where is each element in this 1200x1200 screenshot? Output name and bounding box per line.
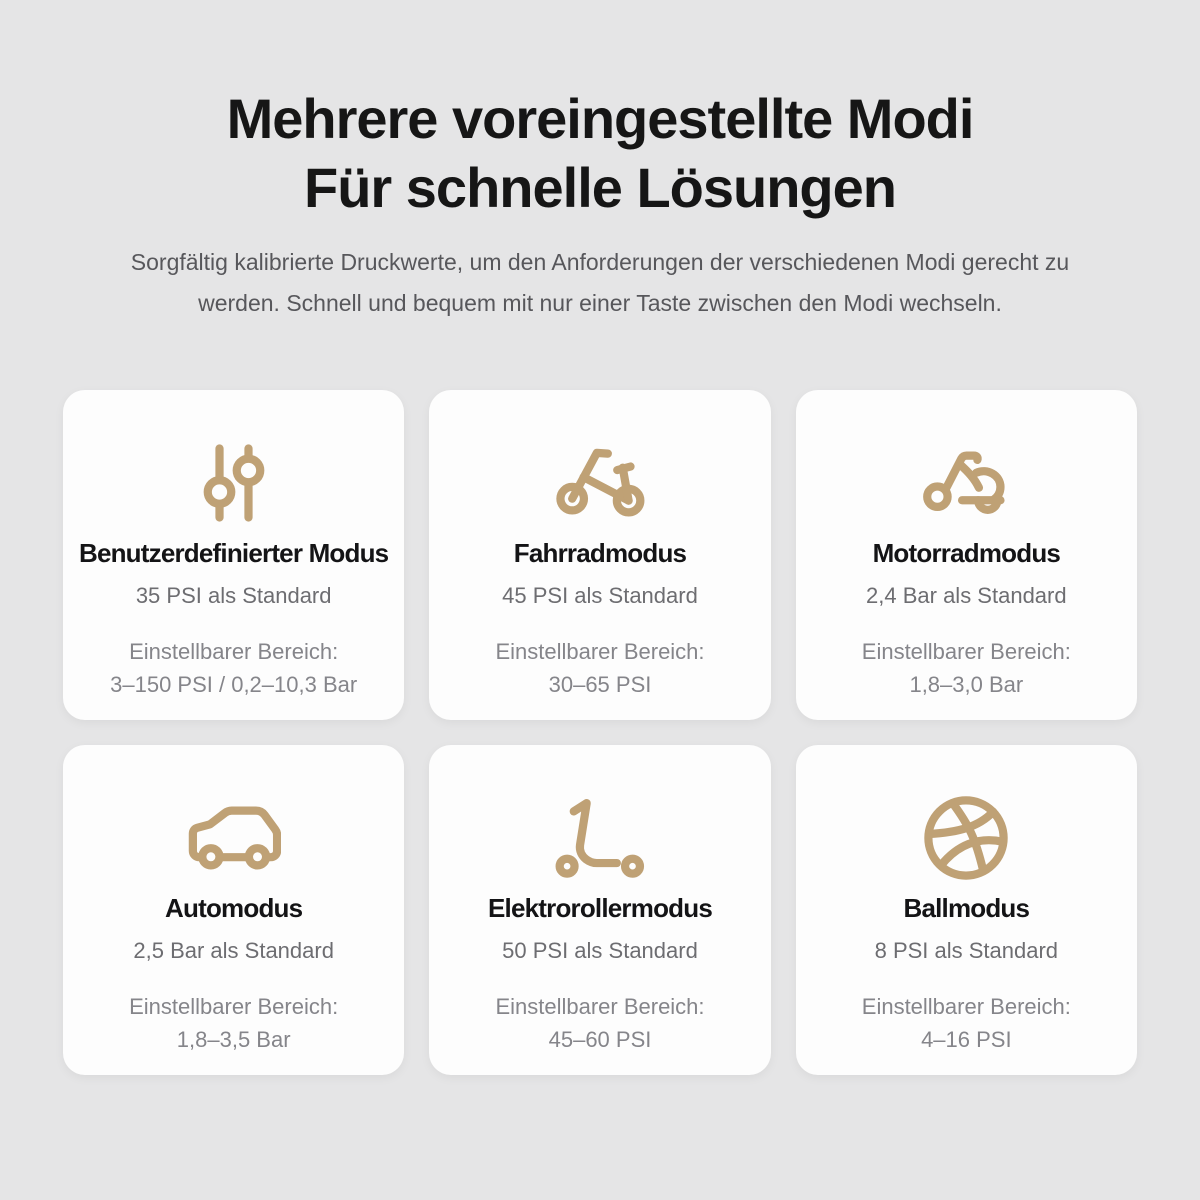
- mode-card: [796, 390, 1137, 720]
- scooter-icon: [429, 789, 770, 887]
- page-title-line2: Für schnelle Lösungen: [304, 156, 896, 219]
- mode-standard-pressure: 35 PSI als Standard: [135, 583, 332, 608]
- mode-title: Automodus: [165, 893, 303, 923]
- page-title: [0, 0, 1200, 222]
- mode-standard-pressure: 2,5 Bar als Standard: [133, 938, 334, 963]
- mode-range-value: 30–65 PSI: [548, 672, 652, 697]
- mode-range-value: 45–60 PSI: [548, 1027, 652, 1052]
- mode-range-label: Einstellbarer Bereich:: [861, 994, 1071, 1019]
- mode-range-value: 4–16 PSI: [921, 1027, 1012, 1052]
- sliders-icon: [63, 434, 404, 532]
- mode-range-label: Einstellbarer Bereich:: [129, 639, 339, 664]
- mode-standard-pressure: 8 PSI als Standard: [874, 938, 1059, 963]
- mode-range-value: 1,8–3,5 Bar: [176, 1027, 291, 1052]
- mode-title: Benutzerdefinierter Modus: [78, 538, 389, 568]
- mode-card: [63, 390, 404, 720]
- basketball-icon: [796, 789, 1137, 887]
- mode-range-label: Einstellbarer Bereich:: [129, 994, 339, 1019]
- mode-grid: [63, 390, 1137, 1075]
- page-subtitle: [64, 242, 1136, 324]
- mode-range-label: Einstellbarer Bereich:: [495, 994, 705, 1019]
- mode-standard-pressure: 45 PSI als Standard: [502, 583, 698, 608]
- bicycle-icon: [429, 434, 770, 532]
- page-subtitle-line2: werden. Schnell und bequem mit nur einer Taste zwischen den Modi wechseln.: [198, 290, 1002, 316]
- mode-title: Elektrorollermodus: [487, 893, 712, 923]
- page-subtitle-line1: Sorgfältig kalibrierte Druckwerte, um den Anforderungen der verschiedenen Modi gerecht zu: [130, 249, 1070, 275]
- mode-title: Ballmodus: [903, 893, 1030, 923]
- page-title-line1: Mehrere voreingestellte Modi: [226, 87, 974, 150]
- mode-range-label: Einstellbarer Bereich:: [495, 639, 705, 664]
- mode-title: Motorradmodus: [872, 538, 1061, 568]
- mode-card: [429, 390, 770, 720]
- motorcycle-icon: [796, 434, 1137, 532]
- mode-standard-pressure: 2,4 Bar als Standard: [866, 583, 1067, 608]
- mode-card: [429, 745, 770, 1075]
- mode-standard-pressure: 50 PSI als Standard: [502, 938, 698, 963]
- mode-title: Fahrradmodus: [513, 538, 687, 568]
- mode-range-value: 3–150 PSI / 0,2–10,3 Bar: [110, 672, 358, 697]
- mode-range-label: Einstellbarer Bereich:: [861, 639, 1071, 664]
- mode-card: [63, 745, 404, 1075]
- mode-range-value: 1,8–3,0 Bar: [909, 672, 1024, 697]
- header: [0, 0, 1200, 324]
- mode-card: [796, 745, 1137, 1075]
- car-icon: [63, 789, 404, 887]
